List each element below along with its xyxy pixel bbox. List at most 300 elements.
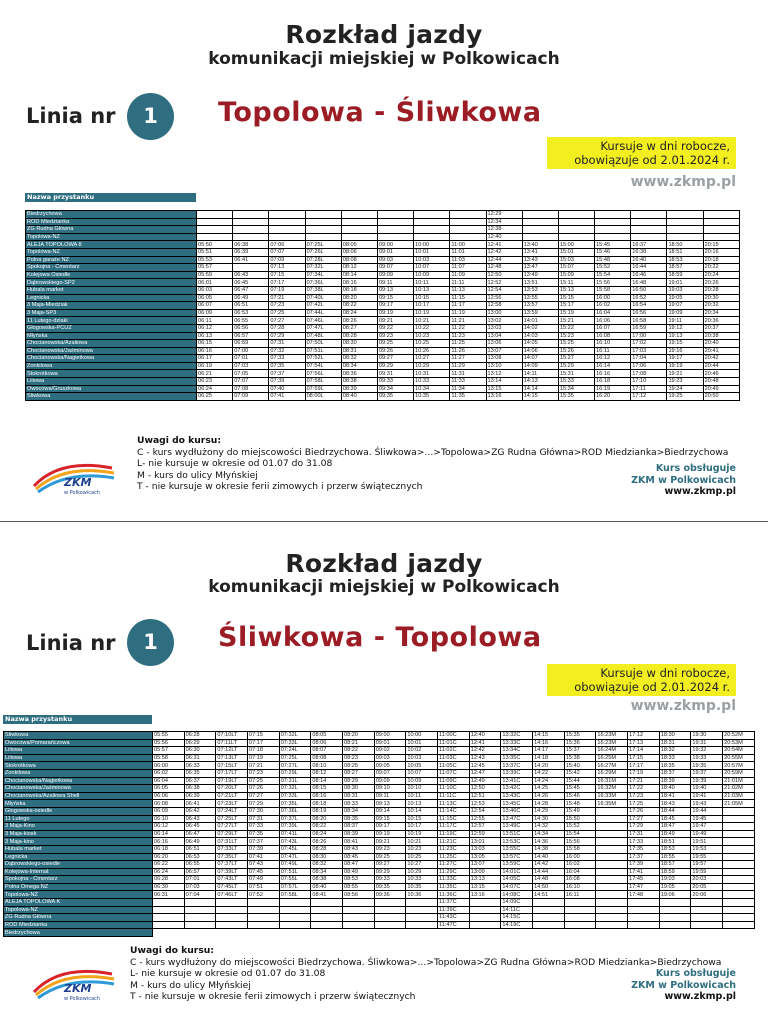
table-row [26,370,740,378]
departure-time: 19:13 [667,332,703,340]
departure-time: 07:07 [269,248,305,256]
departure-time: 18:43 [659,800,691,808]
departure-time: 06:15 [197,340,233,348]
departure-time: 06:23 [197,378,233,386]
departure-time [564,899,596,907]
departure-time [305,218,341,226]
departure-time: 16:46 [631,271,667,279]
departure-time: 13:47C [501,815,533,823]
departure-time: 11:17 [450,302,486,310]
departure-time: 06:24 [197,385,233,393]
departure-time: 16:23M [596,739,628,747]
departure-time: 07:21 [269,294,305,302]
departure-time [628,921,660,929]
stop-name: Hubala market [4,845,153,853]
departure-time: 20:34 [703,309,739,317]
departure-time: 11:21C [438,838,470,846]
departure-time [450,211,486,219]
departure-time [703,233,739,241]
departure-time: 09:35 [374,883,406,891]
departure-time: 11:36C [438,891,470,899]
departure-time [723,830,755,838]
departure-time: 14:28 [533,800,565,808]
departure-time: 13:59C [501,861,533,869]
departure-time: 09:03 [377,256,413,264]
departure-time [197,211,233,219]
departure-time: 12:55 [469,815,501,823]
departure-time: 07:29 [248,800,280,808]
departure-time: 16:02 [595,302,631,310]
departure-time: 08:33 [343,800,375,808]
table-row [26,355,740,363]
departure-time: 16:08 [564,876,596,884]
departure-time: 17:04 [631,355,667,363]
table-row [4,800,755,808]
table-row [4,747,755,755]
departure-time: 17:17 [628,762,660,770]
table-row [4,815,755,823]
departure-time: 08:14 [311,777,343,785]
departure-time: 09:01 [377,248,413,256]
departure-time: 16:20 [595,393,631,401]
departure-time [723,815,755,823]
departure-time: 10:02 [406,747,438,755]
departure-time: 15:49 [564,807,596,815]
departure-time: 15:03 [558,256,594,264]
departure-time: 07:23 [269,302,305,310]
logo-tagline: w Polkowicach [64,490,100,496]
departure-time: 15:42 [564,769,596,777]
table-row [4,883,755,891]
departure-time: 16:48 [631,279,667,287]
departure-time [216,906,248,914]
table-row [26,378,740,386]
departure-time: 07:44L [305,309,341,317]
stop-name: 3 Maja-Miedziak [26,302,197,310]
departure-time: 09:15 [374,815,406,823]
departure-time: 11:14C [438,807,470,815]
departure-time: 10:11 [414,279,450,287]
departure-time: 09:25 [377,340,413,348]
departure-time: 08:25 [343,762,375,770]
departure-time: 09:09 [374,777,406,785]
departure-time: 07:42L [305,302,341,310]
departure-time: 11:25 [450,340,486,348]
departure-time: 10:19 [406,830,438,838]
departure-time: 19:05 [667,294,703,302]
departure-time: 06:04 [153,777,185,785]
stop-name: Biedrzychowa [26,211,197,219]
departure-time: 14:24 [533,777,565,785]
departure-time: 08:37 [343,823,375,831]
departure-time [341,218,377,226]
departure-time: 20:49 [703,385,739,393]
departure-time: 18:51 [667,248,703,256]
departure-time [596,815,628,823]
departure-time: 08:05 [311,732,343,740]
stop-name: Liliowa [26,378,197,386]
departure-time: 07:25 [248,777,280,785]
operator-website-2[interactable]: www.zkmp.pl [664,991,736,1002]
departure-time [311,921,343,929]
stop-name: Polna garaże NŻ [26,256,197,264]
departure-time: 08:27 [341,324,377,332]
departure-time: 09:21 [377,317,413,325]
departure-time: 09:15 [377,294,413,302]
departure-time: 10:11 [406,792,438,800]
departure-time: 07:27LT [216,823,248,831]
departure-time: 20:16 [703,248,739,256]
departure-time: 17:23 [628,792,660,800]
departure-time: 09:17 [377,302,413,310]
departure-time: 06:08 [153,800,185,808]
departure-time: 08:31 [341,347,377,355]
departure-time: 06:49 [184,838,216,846]
departure-time: 13:07 [469,861,501,869]
departure-time [184,899,216,907]
stop-name: Legnicka [26,294,197,302]
departure-time: 07:19 [269,286,305,294]
departure-time: 07:37LT [216,861,248,869]
departure-time: 11:01 [450,248,486,256]
departure-time: 13:33C [501,739,533,747]
table-row [26,226,740,234]
stop-name: Hubala market [26,286,197,294]
table-row [26,241,740,249]
departure-time: 17:27 [628,815,660,823]
departure-time: 11:33C [438,876,470,884]
departure-time: 06:06 [153,792,185,800]
departure-time: 08:08 [311,754,343,762]
departure-time: 18:30 [659,732,691,740]
departure-time: 07:01 [233,355,269,363]
departure-time: 13:39C [501,769,533,777]
departure-time: 17:33 [628,838,660,846]
departure-time: 16:04 [595,309,631,317]
table-row [4,732,755,740]
departure-time: 08:49 [343,868,375,876]
departure-time: 09:23 [374,845,406,853]
departure-time: 13:32C [501,732,533,740]
departure-time: 09:31 [377,370,413,378]
departure-time: 14:17 [533,747,565,755]
departure-time: 08:12 [341,264,377,272]
departure-time: 07:15 [269,271,305,279]
departure-time [279,906,311,914]
departure-time: 08:38 [341,378,377,386]
departure-time: 13:51 [522,279,558,287]
departure-time: 15:35 [564,732,596,740]
stop-name: Spokojna - Cmentarz [26,264,197,272]
departure-time: 15:46 [564,792,596,800]
departure-time: 12:47 [469,769,501,777]
departure-time: 15:45 [595,241,631,249]
departure-time: 17:12 [628,732,660,740]
departure-time: 19:45 [691,815,723,823]
departure-time [197,218,233,226]
departure-time: 10:33 [406,876,438,884]
departure-time: 07:38L [305,286,341,294]
departure-time: 06:17 [197,355,233,363]
departure-time: 12:38 [486,226,522,234]
departure-time: 08:20 [311,815,343,823]
departure-time: 19:57 [691,861,723,869]
departure-time: 11:23C [438,845,470,853]
departure-time: 08:20 [341,294,377,302]
departure-time: 06:38 [233,241,269,249]
departure-time: 18:59 [667,271,703,279]
stop-name: Kolejowa Osiedle [26,271,197,279]
departure-time: 06:43 [184,815,216,823]
departure-time: 17:11 [631,385,667,393]
departure-time: 18:40 [659,785,691,793]
departure-time: 08:16 [311,792,343,800]
departure-time: 06:47 [233,286,269,294]
departure-time: 07:32L [305,264,341,272]
stop-name: Stokrotkowa [26,370,197,378]
departure-time: 20:54M [723,747,755,755]
departure-time: 18:57 [659,861,691,869]
departure-time: 13:04 [486,332,522,340]
departure-time: 10:19 [414,309,450,317]
departure-time: 10:15 [406,815,438,823]
table-row [26,340,740,348]
departure-time: 13:16 [486,393,522,401]
departure-time: 08:55 [343,883,375,891]
zkm-logo [30,456,116,498]
departure-time: 10:14 [406,807,438,815]
departure-time [406,921,438,929]
departure-time: 20:57M [723,762,755,770]
departure-time: 07:29LT [216,830,248,838]
stop-name: 3 Maja-SP3 [26,309,197,317]
departure-time [564,914,596,922]
departure-time: 09:09 [377,271,413,279]
validity-line-2: obowiązuje od 2.01.2024 r. [574,153,730,167]
departure-time: 17:00 [631,332,667,340]
departure-time: 06:29 [184,739,216,747]
departure-time: 09:29 [377,362,413,370]
departure-time: 06:14 [153,830,185,838]
departure-time: 13:40 [522,241,558,249]
departure-time: 09:11 [374,792,406,800]
departure-time: 12:49 [469,777,501,785]
operator-website[interactable]: www.zkmp.pl [664,486,736,497]
departure-time: 10:35 [406,883,438,891]
stop-name: Żonkilowa [4,769,153,777]
stop-name: Spokojna - Cmentarz [4,876,153,884]
departure-time: 10:29 [406,868,438,876]
departure-time: 07:15 [248,732,280,740]
stop-name: Liliowa [4,754,153,762]
departure-time: 13:57C [501,853,533,861]
departure-time: 07:37 [269,370,305,378]
departure-time: 17:21 [628,777,660,785]
departure-time: 18:53 [659,845,691,853]
departure-time: 07:34L [305,271,341,279]
departure-time: 20:15 [703,241,739,249]
departure-time: 10:10 [406,785,438,793]
departure-time: 09:07 [377,264,413,272]
stop-name: 11 Lutego [4,815,153,823]
stop-name: Dąbrowskiego-SP2 [26,279,197,287]
departure-time: 20:03 [691,876,723,884]
departure-time [595,233,631,241]
departure-time: 12:29 [486,211,522,219]
departure-time [153,914,185,922]
departure-time: 15:36 [564,739,596,747]
departure-time: 18:39 [659,777,691,785]
departure-time: 07:04 [184,891,216,899]
departure-time [469,921,501,929]
departure-time: 18:50 [667,241,703,249]
departure-time [406,914,438,922]
departure-time: 11:01C [438,739,470,747]
departure-time: 07:33L [279,739,311,747]
departure-time: 17:13 [628,739,660,747]
departure-time: 08:24 [311,830,343,838]
departure-time: 10:25 [414,340,450,348]
departure-time: 06:59 [233,340,269,348]
departure-time: 07:52 [248,891,280,899]
departure-time: 19:30 [691,732,723,740]
departure-time: 05:53 [197,256,233,264]
stop-name: Liliowa [4,747,153,755]
departure-time: 21:05M [723,800,755,808]
departure-time: 07:43 [248,861,280,869]
departure-time [233,218,269,226]
departure-time: 16:27M [596,762,628,770]
departure-time: 07:32 [269,347,305,355]
departure-time: 07:24LT [216,807,248,815]
timetable-sliwkowa-topolowa [3,731,755,937]
departure-time: 07:01 [184,876,216,884]
departure-time [469,899,501,907]
departure-time: 06:28 [153,876,185,884]
departure-time: 07:13LT [216,754,248,762]
departure-time: 06:22 [153,861,185,869]
departure-time: 07:03 [233,362,269,370]
departure-time: 06:05 [197,294,233,302]
departure-time: 06:28 [184,732,216,740]
departure-time: 07:41 [248,853,280,861]
website-link[interactable]: www.zkmp.pl [630,174,736,190]
departure-time: 12:50 [469,785,501,793]
departure-time: 14:01 [522,317,558,325]
departure-time: 11:15 [450,294,486,302]
departure-time: 06:18 [153,845,185,853]
departure-time [596,921,628,929]
departure-time [269,233,305,241]
departure-time: 07:26L [305,248,341,256]
departure-time: 12:43 [469,754,501,762]
departure-time: 13:42C [501,785,533,793]
note-l: L- nie kursuje w okresie od 01.07 do 31.08 [137,458,333,469]
departure-time: 18:31 [659,739,691,747]
stop-name: Śliwkowa [26,393,197,401]
departure-time [703,218,739,226]
departure-time: 19:17 [667,355,703,363]
departure-time: 10:21 [414,317,450,325]
departure-time: 19:37 [691,769,723,777]
departure-time: 08:56 [343,891,375,899]
departure-time: 06:10 [153,815,185,823]
departure-time: 13:59 [522,309,558,317]
departure-time: 08:45 [343,853,375,861]
departure-time: 09:14 [374,807,406,815]
departure-time: 16:58 [631,317,667,325]
departure-time: 16:35M [596,800,628,808]
departure-time [723,838,755,846]
departure-time: 12:54 [469,807,501,815]
stop-name: 3 Maja-kino [4,838,153,846]
departure-time: 08:18 [341,286,377,294]
departure-time: 15:40 [564,762,596,770]
departure-time: 07:40 [269,385,305,393]
departure-time: 11:19 [450,309,486,317]
table-row [4,868,755,876]
departure-time: 06:12 [197,324,233,332]
departure-time: 07:29 [269,332,305,340]
operator-block [631,463,736,498]
departure-time: 07:10LT [216,732,248,740]
departure-time [248,921,280,929]
departure-time: 06:19 [197,362,233,370]
departure-time: 08:29 [343,777,375,785]
departure-time [269,218,305,226]
departure-time [311,906,343,914]
departure-time [631,226,667,234]
departure-time: 14:40 [533,853,565,861]
departure-time: 19:44 [691,807,723,815]
stop-column-header-2: Nazwa przystanku [3,715,152,724]
departure-time [216,899,248,907]
table-row [26,347,740,355]
departure-time: 09:21 [374,838,406,846]
departure-time: 16:19 [595,385,631,393]
departure-time: 13:46C [501,807,533,815]
departure-time: 06:25 [197,393,233,401]
departure-time: 16:33M [596,792,628,800]
stop-name: 3 Maja-kiosk [4,830,153,838]
website-link-2[interactable]: www.zkmp.pl [630,698,736,714]
departure-time: 13:57 [522,302,558,310]
departure-time: 17:22 [628,785,660,793]
departure-time: 07:33LT [216,845,248,853]
departure-time: 14:51 [533,891,565,899]
departure-time: 10:01 [406,739,438,747]
departure-time: 07:05 [233,370,269,378]
departure-time: 11:21 [450,317,486,325]
departure-time: 07:27 [248,792,280,800]
departure-time [343,899,375,907]
table-row [26,385,740,393]
departure-time: 07:45L [279,845,311,853]
departure-time [703,211,739,219]
stop-name: Owocowa/Gruszkowa [26,385,197,393]
departure-time: 08:35 [343,815,375,823]
departure-time: 06:21 [197,370,233,378]
departure-time: 05:59 [197,271,233,279]
departure-time: 13:15 [469,883,501,891]
departure-time [596,830,628,838]
stop-name: ROD Miedzianka [26,218,197,226]
departure-time: 08:28 [341,332,377,340]
departure-time: 07:19LT [216,777,248,785]
departure-time [343,906,375,914]
departure-time: 07:49 [248,876,280,884]
departure-time: 07:45 [248,868,280,876]
